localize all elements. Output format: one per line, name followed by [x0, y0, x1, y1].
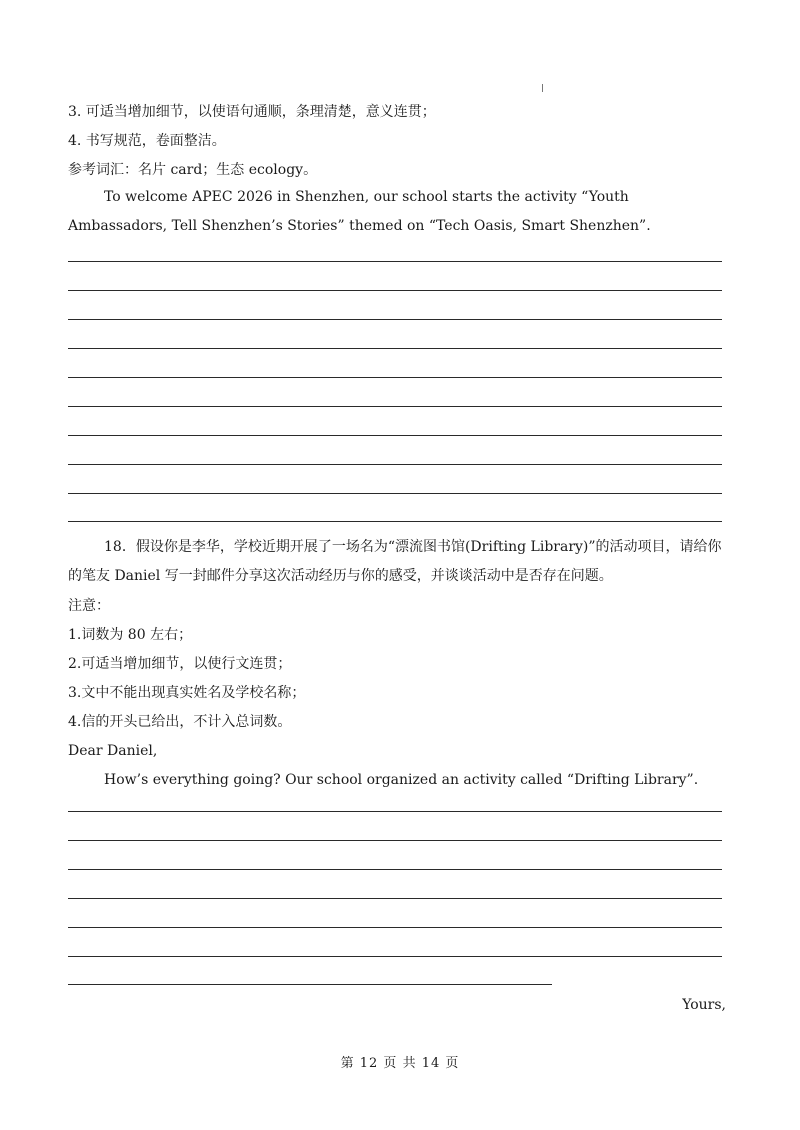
vocab-hint: 参考词汇：名片 card；生态 ecology。: [68, 162, 318, 178]
answer-line: [68, 927, 722, 928]
notes-label: 注意：: [68, 598, 110, 614]
answer-line: [68, 464, 722, 465]
note-1: 1.词数为 80 左右；: [68, 627, 193, 643]
rule-4: 4. 书写规范，卷面整洁。: [68, 133, 226, 149]
letter-closing: Yours,: [682, 997, 726, 1013]
answer-line: [68, 956, 722, 957]
letter-opening: How’s everything going? Our school organized an activity called “Drifting Library”.: [104, 772, 699, 788]
answer-line: [68, 348, 722, 349]
question-18: 18．假设你是李华，学校近期开展了一场名为“漂流图书馆(Drifting Library)”的活动项目，请给你的笔友 Daniel 写一封邮件分享这次活动经历与你的感受，并谈谈活动中是否存在问题。: [68, 539, 722, 584]
answer-line: [68, 811, 722, 812]
answer-line: [68, 984, 552, 985]
answer-line: [68, 869, 722, 870]
answer-line: [68, 377, 722, 378]
answer-line: [68, 406, 722, 407]
writing-prompt: To welcome APEC 2026 in Shenzhen, our school starts the activity “Youth Ambassadors, Tell Shenzhen’s Stories” themed on “Tech Oasis, Smart Shenzhen”.: [68, 189, 651, 234]
page-footer: 第 12 页 共 14 页: [340, 1056, 460, 1071]
note-3: 3.文中不能出现真实姓名及学校名称；: [68, 685, 306, 701]
scan-mark: [542, 84, 543, 92]
answer-line: [68, 261, 722, 262]
answer-line: [68, 435, 722, 436]
letter-greeting: Dear Daniel,: [68, 743, 158, 759]
note-4: 4.信的开头已给出，不计入总词数。: [68, 714, 292, 730]
rule-3: 3. 可适当增加细节，以使语句通顺，条理清楚，意义连贯；: [68, 104, 436, 120]
answer-line: [68, 898, 722, 899]
answer-line: [68, 493, 722, 494]
answer-line: [68, 319, 722, 320]
answer-line: [68, 840, 722, 841]
answer-line: [68, 521, 722, 522]
answer-line: [68, 290, 722, 291]
note-2: 2.可适当增加细节，以使行文连贯；: [68, 656, 292, 672]
